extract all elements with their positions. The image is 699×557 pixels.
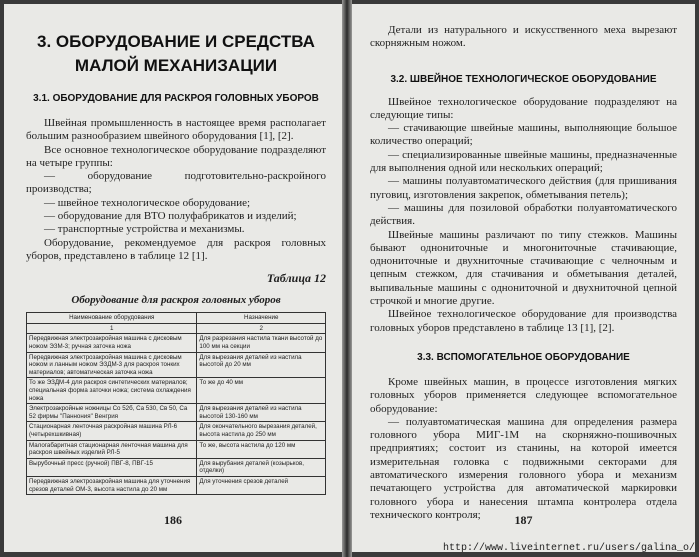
table-row <box>27 404 326 422</box>
table-row <box>27 440 326 458</box>
table-row <box>27 476 326 494</box>
list-item-group: — транспортные устройства и механизмы. <box>44 223 245 236</box>
paragraph-groups-intro: Все основное технологическое оборудование подразделяют на четыре группы: <box>26 143 326 169</box>
table-cell-purpose: Для уточнения срезов деталей <box>197 476 326 494</box>
table-label: Таблица 12 <box>266 271 326 286</box>
table-cell-equipment: Вырубочный пресс (ручной) ПВГ-8, ПВГ-15 <box>27 458 197 476</box>
table-cell-equipment: Передвижная электрозакройная машина для уточнения срезов деталей ОМ-3, высота настила до 20 мм <box>27 476 197 494</box>
paragraph-aux-intro: Кроме швейных машин, в процессе изготовления мягких головных уборов применяется следующее вспомогательное оборудование: <box>370 375 677 415</box>
list-item-type: — стачивающие швейные машины, выполняющие большое количество операций; <box>370 122 677 148</box>
table-row <box>27 352 326 378</box>
chapter-title <box>26 30 326 78</box>
section-3-2-title: 3.2. ШВЕЙНОЕ ТЕХНОЛОГИЧЕСКОЕ ОБОРУДОВАНИЕ <box>390 73 657 85</box>
paragraph-fur: Детали из натурального и искусственного меха вырезают скорняжным ножом. <box>370 24 677 50</box>
paragraph-table-13-ref: Швейное технологическое оборудование для производства головных уборов представлено в таблице 13 [1], [2]. <box>370 308 677 334</box>
list-item-type: — машины для позиловой обработки полуавтоматического действия. <box>370 201 677 228</box>
section-3-3-title: 3.3. ВСПОМОГАТЕЛЬНОЕ ОБОРУДОВАНИЕ <box>417 351 630 363</box>
table-cell-equipment: Стационарная ленточная раскройная машина РЛ-6 (четырехшкивная) <box>27 422 197 440</box>
table-cell-purpose: Для разрезания настила ткани высотой до 100 мм на секции <box>197 334 326 352</box>
chapter-title-line-1: 3. ОБОРУДОВАНИЕ И СРЕДСТВА <box>37 32 315 51</box>
list-item-aux: — полуавтоматическая машина для определения размера головного убора МИГ-1М на скорняжно-пошивочных предприятиях; состоит из станины, на которой имеется измерительная головка с подвижными секторами для автоматического измерения головного убора и механизм печатающего устройства для автоматической маркировки головного убора и нанесения штампа контролера отдела технического контроля; <box>370 415 677 521</box>
section-3-1-title: 3.1. ОБОРУДОВАНИЕ ДЛЯ РАСКРОЯ ГОЛОВНЫХ УБОРОВ <box>33 93 319 104</box>
table-row <box>27 422 326 440</box>
left-page <box>4 4 342 552</box>
page-number-left: 186 <box>164 513 182 527</box>
table-number-cell: 2 <box>197 323 326 334</box>
table-cell-purpose: Для вырезания деталей из настила высотой до 20 мм <box>197 352 326 378</box>
list-item-group: — оборудование подготовительно-раскройного производства; <box>26 170 326 196</box>
list-item-group: — оборудование для ВТО полуфабрикатов и изделий; <box>44 210 297 223</box>
table-cell-equipment: Малогабаритная стационарная ленточная машина для раскроя швейных изделий РЛ-5 <box>27 440 197 458</box>
paragraph-stitch-types: Швейные машины различают по типу стежков. Машины бывают однониточные и многониточные стачивающие, однониточные и двухниточные стачивающие с челночным и цепным стежком, для стачивания и обметывания деталей, выпивальные машины с однониточной и двухниточной цепной строчкой и многие другие. <box>370 228 677 308</box>
list-item-group: — швейное технологическое оборудование; <box>44 196 251 209</box>
watermark-url: http://www.liveinternet.ru/users/galina_o/ <box>442 543 695 554</box>
right-page-content <box>370 4 677 522</box>
table-cell-purpose: Для вырезания деталей из настила высотой 130-160 мм <box>197 404 326 422</box>
page-number-right: 187 <box>514 513 533 527</box>
right-page <box>352 4 695 552</box>
list-item-type: — машины полуавтоматического действия (для пришивания пуговиц, изготовления закрепок, обметывания петель); <box>370 175 677 201</box>
paragraph-intro: Швейная промышленность в настоящее время располагает большим разнообразием швейного оборудования [1], [2]. <box>26 117 326 143</box>
table-cell-purpose: Для окончательного вырезания деталей, высота настила до 250 мм <box>197 422 326 440</box>
table-number-cell: 1 <box>27 323 197 334</box>
table-cell-purpose: Для вырубания деталей (козырьков, отделки) <box>197 458 326 476</box>
table-cell-purpose: То же до 40 мм <box>197 378 326 404</box>
table-cell-purpose: То же, высота настила до 120 мм <box>197 440 326 458</box>
table-title: Оборудование для раскроя головных уборов <box>71 294 281 307</box>
table-number-row <box>27 323 326 334</box>
list-item-type: — специализированные швейные машины, предназначенные для выполнения одной или нескольких операций; <box>370 148 677 175</box>
table-header-row <box>27 313 326 324</box>
table-header-cell: Наименование оборудования <box>27 313 197 324</box>
table-cell-equipment: Передвижная электрозакройная машина с дисковым ножом и ланным ножом ЭЗДМ-3 для раскроя тонких материалов; автоматическая заточка ножа <box>27 352 197 378</box>
paragraph-types-intro: Швейное технологическое оборудование подразделяют на следующие типы: <box>370 95 677 121</box>
chapter-title-line-2: МАЛОЙ МЕХАНИЗАЦИИ <box>74 56 278 75</box>
paragraph-table-ref: Оборудование, рекомендуемое для раскроя головных уборов, представлено в таблице 12 [1]. <box>26 236 326 262</box>
table-row <box>27 458 326 476</box>
book-gutter <box>342 0 352 557</box>
table-cell-equipment: То же ЭЗДМ-4 для раскроя синтетических материалов; специальная форма заточки ножа; система охлаждения ножа <box>27 378 197 404</box>
left-page-content <box>26 4 326 495</box>
table-row <box>27 334 326 352</box>
equipment-table <box>26 312 326 495</box>
table-row <box>27 378 326 404</box>
table-cell-equipment: Передвижная электрозакройная машина с дисковым ножом ЭЗМ-3; ручная заточка ножа <box>27 334 197 352</box>
table-cell-equipment: Электрозакройные ножницы Со 52б, Са 530, Св 50, Са 52 фирмы "Паннония" Венгрия <box>27 404 197 422</box>
table-header-cell: Назначение <box>197 313 326 324</box>
